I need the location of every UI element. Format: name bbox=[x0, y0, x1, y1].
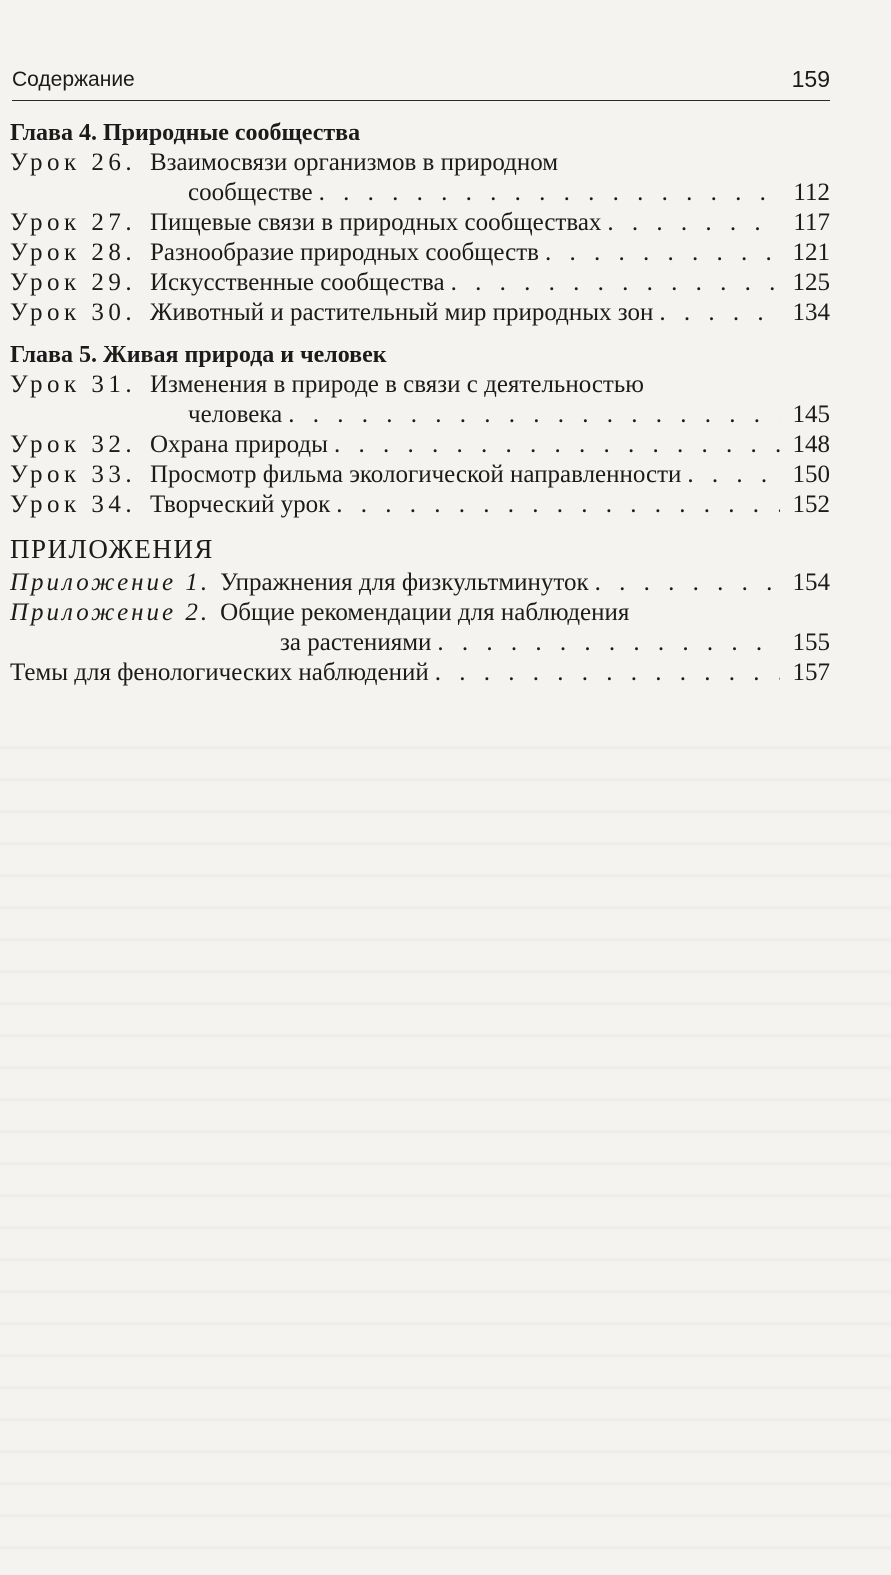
entry-title: Творческий урок bbox=[150, 491, 331, 518]
dot-leader bbox=[435, 658, 780, 688]
toc-entry[interactable] bbox=[10, 298, 830, 328]
dot-leader bbox=[545, 238, 780, 268]
entry-title-continued: за растениями bbox=[280, 629, 432, 656]
entry-title: Темы для фенологических наблюдений bbox=[10, 659, 429, 686]
entry-title: Просмотр фильма экологической направленности bbox=[150, 461, 682, 488]
dot-leader bbox=[319, 178, 780, 208]
dot-leader bbox=[607, 208, 780, 238]
entry-page: 121 bbox=[792, 239, 830, 266]
toc-entry[interactable] bbox=[10, 238, 830, 268]
dot-leader bbox=[451, 268, 780, 298]
page-number: 159 bbox=[791, 66, 830, 92]
entry-title: Пищевые связи в природных сообществах bbox=[150, 209, 602, 236]
entry-page: 125 bbox=[792, 269, 830, 296]
entry-page: 154 bbox=[792, 569, 830, 596]
entry-page: 152 bbox=[792, 491, 830, 518]
running-head bbox=[12, 66, 830, 101]
chapter-heading: Глава 4. Природные сообщества bbox=[10, 120, 361, 146]
dot-leader bbox=[659, 298, 780, 328]
toc-entry[interactable] bbox=[10, 568, 830, 598]
lesson-label: Урок 32. bbox=[10, 431, 137, 458]
entry-title: Животный и растительный мир природных зон bbox=[150, 299, 654, 326]
entry-page: 157 bbox=[792, 659, 830, 686]
toc-entry[interactable] bbox=[10, 658, 830, 688]
dot-leader bbox=[288, 400, 780, 430]
table-of-contents bbox=[10, 118, 830, 688]
lesson-label: Урок 30. bbox=[10, 299, 137, 326]
lesson-label: Урок 29. bbox=[10, 269, 137, 296]
toc-entry[interactable] bbox=[10, 460, 830, 490]
dot-leader bbox=[336, 490, 780, 520]
entry-title: Охрана природы bbox=[150, 431, 328, 458]
entry-page: 150 bbox=[792, 461, 830, 488]
toc-entry[interactable] bbox=[10, 490, 830, 520]
toc-entry[interactable] bbox=[10, 430, 830, 460]
chapter-heading: Глава 5. Живая природа и человек bbox=[10, 342, 387, 368]
entry-title: Общие рекомендации для наблюдения bbox=[220, 599, 630, 626]
dot-leader bbox=[437, 628, 780, 658]
dot-leader bbox=[595, 568, 780, 598]
dot-leader bbox=[687, 460, 780, 490]
lesson-label: Урок 31. bbox=[10, 371, 137, 398]
lesson-label: Урок 34. bbox=[10, 491, 137, 518]
entry-title: Упражнения для физкультминуток bbox=[220, 569, 589, 596]
appendix-label: Приложение 2. bbox=[10, 599, 211, 626]
lesson-label: Урок 26. bbox=[10, 149, 137, 176]
entry-title: Искусственные сообщества bbox=[150, 269, 445, 296]
entry-page: 134 bbox=[792, 299, 830, 326]
entry-page: 112 bbox=[793, 179, 830, 206]
entry-page: 155 bbox=[792, 629, 830, 656]
entry-page: 117 bbox=[793, 209, 830, 236]
entry-page: 145 bbox=[792, 401, 830, 428]
entry-title: Взаимосвязи организмов в природном bbox=[150, 149, 559, 176]
entry-title: Изменения в природе в связи с деятельностью bbox=[150, 371, 644, 398]
appendix-heading: ПРИЛОЖЕНИЯ bbox=[10, 534, 214, 564]
entry-title-continued: человека bbox=[188, 401, 283, 428]
running-head-title: Содержание bbox=[12, 68, 135, 91]
toc-entry[interactable] bbox=[10, 208, 830, 238]
appendix-label: Приложение 1. bbox=[10, 569, 211, 596]
lesson-label: Урок 27. bbox=[10, 209, 137, 236]
show-through-background bbox=[0, 720, 891, 1550]
toc-entry[interactable] bbox=[10, 370, 830, 430]
entry-page: 148 bbox=[792, 431, 830, 458]
toc-entry[interactable] bbox=[10, 148, 830, 208]
dot-leader bbox=[334, 430, 780, 460]
entry-title: Разнообразие природных сообществ bbox=[150, 239, 539, 266]
toc-entry[interactable] bbox=[10, 268, 830, 298]
lesson-label: Урок 33. bbox=[10, 461, 137, 488]
lesson-label: Урок 28. bbox=[10, 239, 137, 266]
entry-title-continued: сообществе bbox=[188, 179, 313, 206]
toc-entry-continuation bbox=[10, 628, 830, 658]
